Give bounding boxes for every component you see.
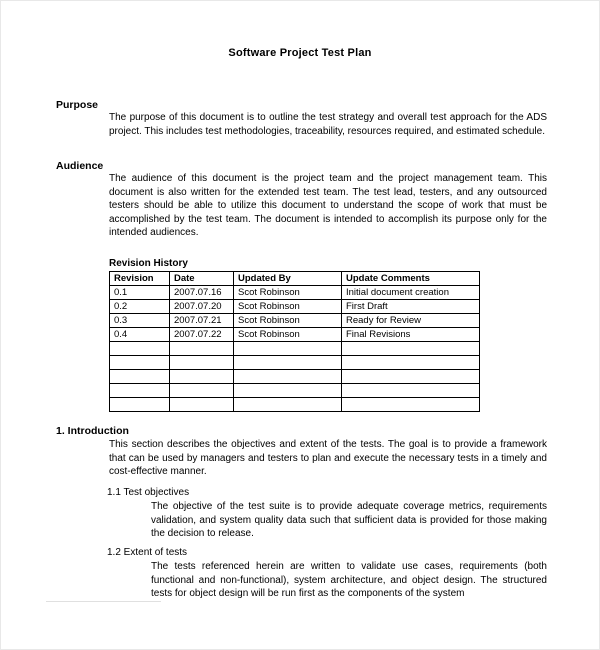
cell-updated-by [234, 356, 342, 370]
section-heading-audience: Audience [56, 160, 104, 172]
cell-date: 2007.07.20 [170, 300, 234, 314]
cell-update-comments: Ready for Review [342, 314, 480, 328]
cell-date [170, 398, 234, 412]
cell-updated-by [234, 398, 342, 412]
revision-history-body [110, 286, 480, 412]
cell-update-comments [342, 370, 480, 384]
cell-date [170, 370, 234, 384]
table-row [110, 286, 480, 300]
subsection-heading-extent-of-tests: 1.2 Extent of tests [107, 547, 188, 558]
table-row [110, 314, 480, 328]
table-row-empty [110, 370, 480, 384]
section-body-purpose: The purpose of this document is to outline the test strategy and overall test approach for the ADS project. This includes test methodologies, traceability, resources required, and estimated schedule. [109, 112, 547, 137]
section-body-introduction: This section describes the objectives and extent of the tests. The goal is to provide a framework that can be used by managers and testers to plan and execute the necessary tests in a timely and cost-effective manner. [109, 439, 547, 478]
cell-date: 2007.07.22 [170, 328, 234, 342]
section-heading-purpose: Purpose [56, 99, 99, 111]
cell-updated-by: Scot Robinson [234, 286, 342, 300]
cell-revision: 0.3 [110, 314, 170, 328]
revision-history-label: Revision History [109, 258, 188, 269]
cell-date: 2007.07.21 [170, 314, 234, 328]
column-header-update-comments: Update Comments [342, 272, 480, 286]
cell-updated-by [234, 384, 342, 398]
cell-revision: 0.4 [110, 328, 170, 342]
section-heading-introduction: 1. Introduction [56, 425, 129, 437]
cell-date [170, 356, 234, 370]
table-row-empty [110, 384, 480, 398]
cell-updated-by [234, 342, 342, 356]
cell-updated-by: Scot Robinson [234, 328, 342, 342]
cell-updated-by: Scot Robinson [234, 300, 342, 314]
section-body-audience: The audience of this document is the project team and the project management team. This document is also written for the extended test team. The test lead, testers, and any outsourced testers should be able to utilize this document to understand the scope of work that must be accomplished by the test team. The document is intended to accomplish its purpose only for the intended audiences. [109, 173, 547, 239]
cell-revision [110, 370, 170, 384]
column-header-revision: Revision [110, 272, 170, 286]
cell-update-comments: First Draft [342, 300, 480, 314]
cell-update-comments [342, 356, 480, 370]
cell-update-comments: Initial document creation [342, 286, 480, 300]
subsection-body-test-objectives: The objective of the test suite is to provide adequate coverage metrics, requirements validation, and system quality data such that sufficient data is provided for those making the decision to release. [151, 501, 547, 540]
page-title: Software Project Test Plan [228, 47, 372, 59]
cell-updated-by [234, 370, 342, 384]
subsection-heading-test-objectives: 1.1 Test objectives [107, 487, 190, 498]
cell-revision [110, 356, 170, 370]
cell-revision: 0.2 [110, 300, 170, 314]
cell-update-comments: Final Revisions [342, 328, 480, 342]
cell-update-comments [342, 398, 480, 412]
column-header-date: Date [170, 272, 234, 286]
cell-revision [110, 342, 170, 356]
table-row-empty [110, 398, 480, 412]
revision-history-table [109, 271, 480, 412]
subsection-body-extent-of-tests: The tests referenced herein are written to validate use cases, requirements (both functional and non-functional), system architecture, and object design. The structured tests for object design will be run first as the components of the system [151, 561, 547, 600]
table-row-empty [110, 342, 480, 356]
table-row [110, 328, 480, 342]
cell-revision [110, 398, 170, 412]
table-row [110, 300, 480, 314]
page-edge-divider [46, 601, 161, 602]
cell-revision [110, 384, 170, 398]
cell-date: 2007.07.16 [170, 286, 234, 300]
table-row-empty [110, 356, 480, 370]
cell-date [170, 342, 234, 356]
cell-update-comments [342, 384, 480, 398]
cell-date [170, 384, 234, 398]
cell-update-comments [342, 342, 480, 356]
cell-revision: 0.1 [110, 286, 170, 300]
table-header-row [110, 272, 480, 286]
cell-updated-by: Scot Robinson [234, 314, 342, 328]
column-header-updated-by: Updated By [234, 272, 342, 286]
